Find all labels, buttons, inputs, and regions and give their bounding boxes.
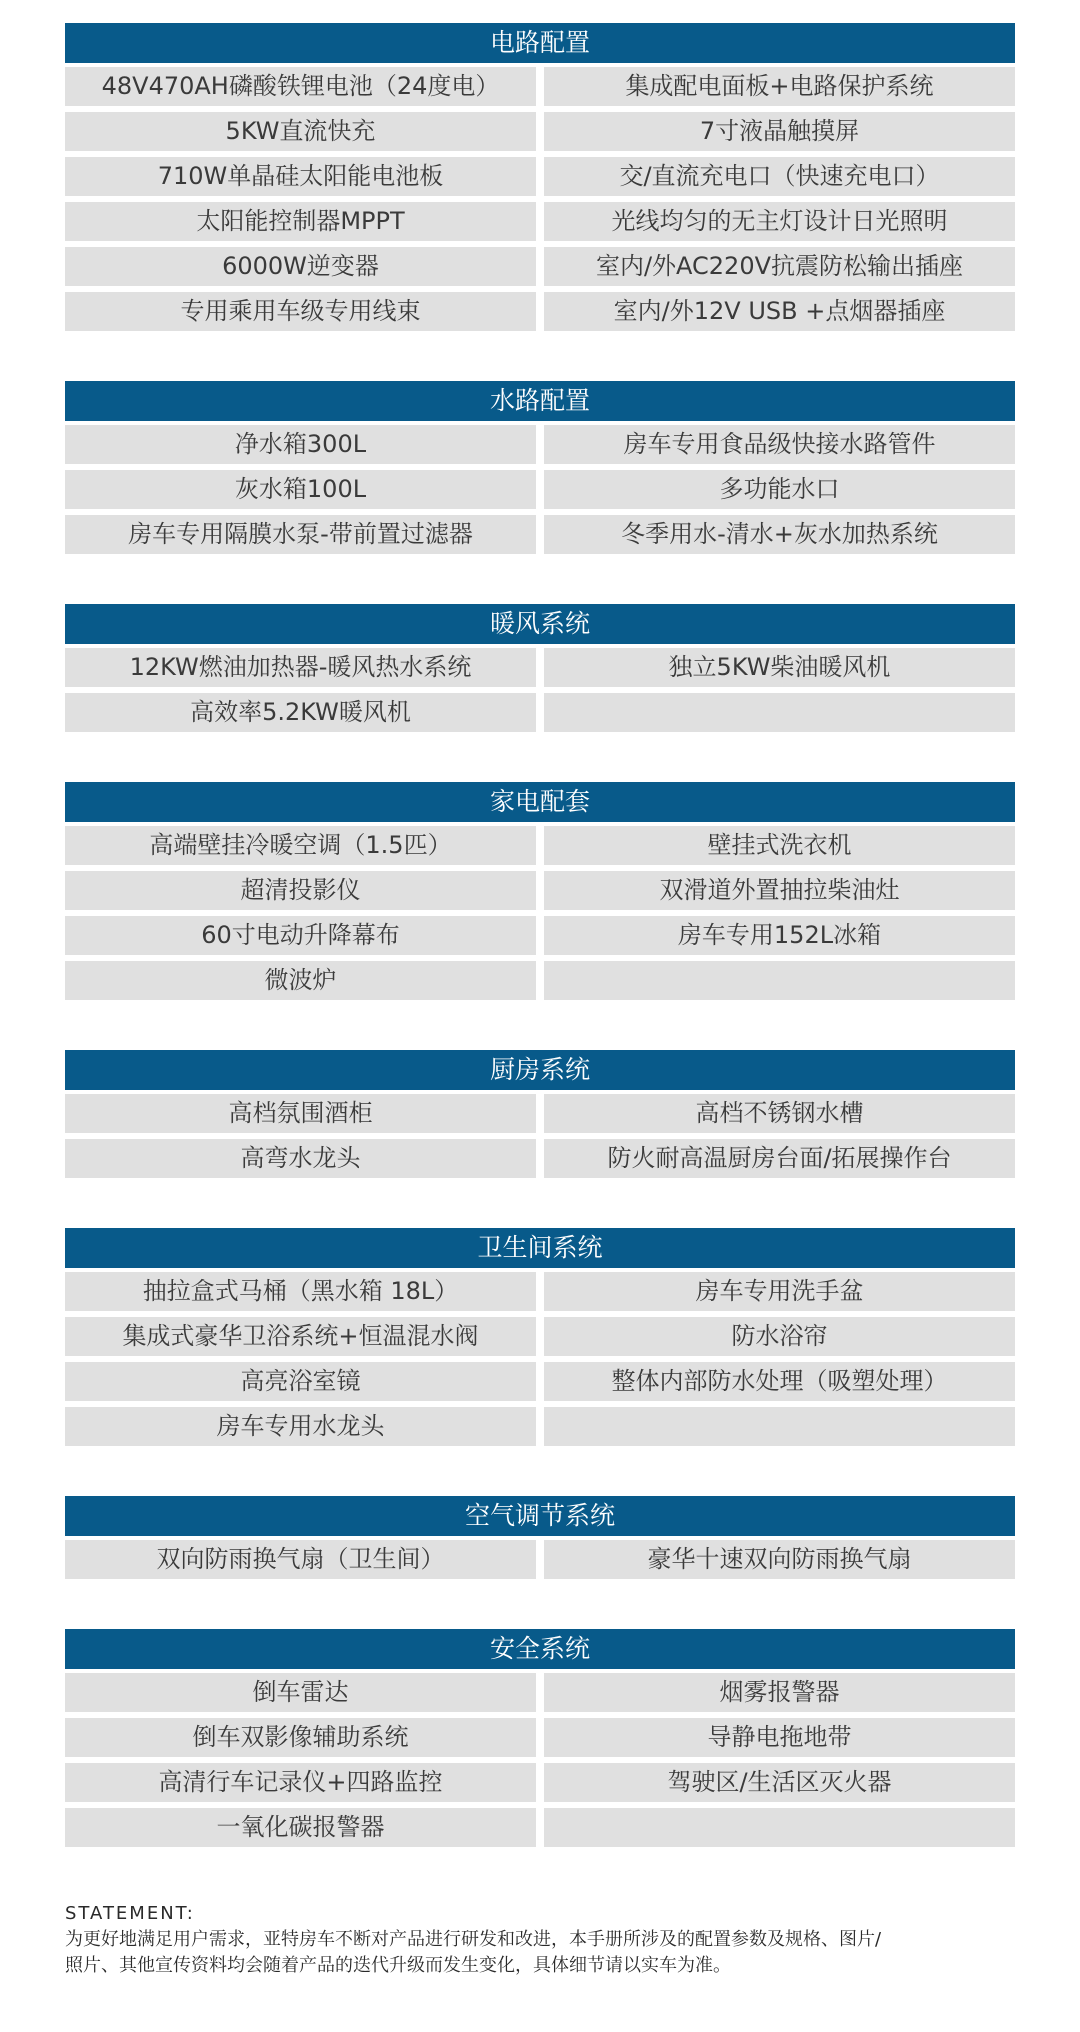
spec-cell: 室内/外AC220V抗震防松输出插座 — [544, 247, 1015, 286]
spec-cell: 12KW燃油加热器-暖风热水系统 — [65, 648, 536, 687]
spec-row — [65, 1808, 1015, 1847]
spec-row — [65, 1540, 1015, 1579]
spec-cell: 超清投影仪 — [65, 871, 536, 910]
spec-row — [65, 1094, 1015, 1133]
spec-row — [65, 693, 1015, 732]
spec-cell: 倒车雷达 — [65, 1673, 536, 1712]
spec-cell: 太阳能控制器MPPT — [65, 202, 536, 241]
spec-row — [65, 292, 1015, 331]
statement — [65, 1901, 1025, 1979]
section-title: 水路配置 — [65, 381, 1015, 421]
spec-cell: 6000W逆变器 — [65, 247, 536, 286]
spec-cell: 高档不锈钢水槽 — [544, 1094, 1015, 1133]
section-title: 厨房系统 — [65, 1050, 1015, 1090]
spec-cell: 微波炉 — [65, 961, 536, 1000]
spec-row — [65, 1673, 1015, 1712]
spec-section — [65, 604, 1015, 732]
spec-cell: 710W单晶硅太阳能电池板 — [65, 157, 536, 196]
spec-cell: 壁挂式洗衣机 — [544, 826, 1015, 865]
spec-cell — [544, 1407, 1015, 1446]
spec-cell: 房车专用食品级快接水路管件 — [544, 425, 1015, 464]
spec-cell: 防火耐高温厨房台面/拓展操作台 — [544, 1139, 1015, 1178]
spec-cell: 双向防雨换气扇（卫生间） — [65, 1540, 536, 1579]
spec-cell: 抽拉盒式马桶（黑水箱 18L） — [65, 1272, 536, 1311]
spec-cell: 高清行车记录仪+四路监控 — [65, 1763, 536, 1802]
spec-cell: 60寸电动升降幕布 — [65, 916, 536, 955]
spec-row — [65, 470, 1015, 509]
spec-section — [65, 381, 1015, 554]
spec-row — [65, 826, 1015, 865]
section-title: 空气调节系统 — [65, 1496, 1015, 1536]
spec-section — [65, 23, 1015, 331]
spec-row — [65, 112, 1015, 151]
statement-title: STATEMENT: — [65, 1903, 195, 1924]
spec-cell: 一氧化碳报警器 — [65, 1808, 536, 1847]
spec-cell: 豪华十速双向防雨换气扇 — [544, 1540, 1015, 1579]
spec-row — [65, 916, 1015, 955]
spec-row — [65, 648, 1015, 687]
spec-cell: 室内/外12V USB +点烟器插座 — [544, 292, 1015, 331]
spec-cell: 冬季用水-清水+灰水加热系统 — [544, 515, 1015, 554]
spec-row — [65, 202, 1015, 241]
spec-cell: 48V470AH磷酸铁锂电池（24度电） — [65, 67, 536, 106]
section-title: 卫生间系统 — [65, 1228, 1015, 1268]
spec-cell: 7寸液晶触摸屏 — [544, 112, 1015, 151]
spec-section — [65, 1629, 1015, 1847]
spec-cell: 灰水箱100L — [65, 470, 536, 509]
spec-cell: 光线均匀的无主灯设计日光照明 — [544, 202, 1015, 241]
statement-line: 照片、其他宣传资料均会随着产品的迭代升级而发生变化，具体细节请以实车为准。 — [65, 1955, 731, 1976]
section-title: 家电配套 — [65, 782, 1015, 822]
spec-cell — [544, 961, 1015, 1000]
spec-row — [65, 157, 1015, 196]
spec-cell: 高弯水龙头 — [65, 1139, 536, 1178]
spec-cell: 净水箱300L — [65, 425, 536, 464]
spec-row — [65, 1317, 1015, 1356]
spec-section — [65, 1228, 1015, 1446]
spec-cell: 高端壁挂冷暖空调（1.5匹） — [65, 826, 536, 865]
spec-cell: 交/直流充电口（快速充电口） — [544, 157, 1015, 196]
spec-cell: 房车专用152L冰箱 — [544, 916, 1015, 955]
spec-cell: 高效率5.2KW暖风机 — [65, 693, 536, 732]
spec-row — [65, 515, 1015, 554]
spec-row — [65, 1272, 1015, 1311]
spec-section — [65, 1496, 1015, 1579]
spec-row — [65, 247, 1015, 286]
section-title: 暖风系统 — [65, 604, 1015, 644]
spec-cell: 房车专用洗手盆 — [544, 1272, 1015, 1311]
spec-cell: 集成式豪华卫浴系统+恒温混水阀 — [65, 1317, 536, 1356]
spec-row — [65, 1763, 1015, 1802]
spec-cell: 专用乘用车级专用线束 — [65, 292, 536, 331]
spec-cell: 集成配电面板+电路保护系统 — [544, 67, 1015, 106]
spec-cell — [544, 1808, 1015, 1847]
spec-cell: 双滑道外置抽拉柴油灶 — [544, 871, 1015, 910]
spec-cell: 驾驶区/生活区灭火器 — [544, 1763, 1015, 1802]
spec-row — [65, 961, 1015, 1000]
spec-cell: 独立5KW柴油暖风机 — [544, 648, 1015, 687]
spec-row — [65, 871, 1015, 910]
spec-cell: 房车专用水龙头 — [65, 1407, 536, 1446]
spec-cell: 高档氛围酒柜 — [65, 1094, 536, 1133]
statement-line: 为更好地满足用户需求，亚特房车不断对产品进行研发和改进，本手册所涉及的配置参数及规格、图片/ — [65, 1929, 882, 1950]
spec-section — [65, 1050, 1015, 1178]
section-title: 电路配置 — [65, 23, 1015, 63]
spec-sheet — [65, 23, 1015, 1897]
spec-cell: 多功能水口 — [544, 470, 1015, 509]
spec-cell: 房车专用隔膜水泵-带前置过滤器 — [65, 515, 536, 554]
spec-row — [65, 425, 1015, 464]
spec-row — [65, 67, 1015, 106]
spec-row — [65, 1718, 1015, 1757]
spec-cell: 烟雾报警器 — [544, 1673, 1015, 1712]
spec-cell: 倒车双影像辅助系统 — [65, 1718, 536, 1757]
spec-cell: 5KW直流快充 — [65, 112, 536, 151]
spec-row — [65, 1139, 1015, 1178]
section-title: 安全系统 — [65, 1629, 1015, 1669]
spec-cell: 防水浴帘 — [544, 1317, 1015, 1356]
spec-cell: 高亮浴室镜 — [65, 1362, 536, 1401]
spec-cell — [544, 693, 1015, 732]
spec-row — [65, 1407, 1015, 1446]
spec-section — [65, 782, 1015, 1000]
spec-row — [65, 1362, 1015, 1401]
spec-cell: 整体内部防水处理（吸塑处理） — [544, 1362, 1015, 1401]
spec-cell: 导静电拖地带 — [544, 1718, 1015, 1757]
